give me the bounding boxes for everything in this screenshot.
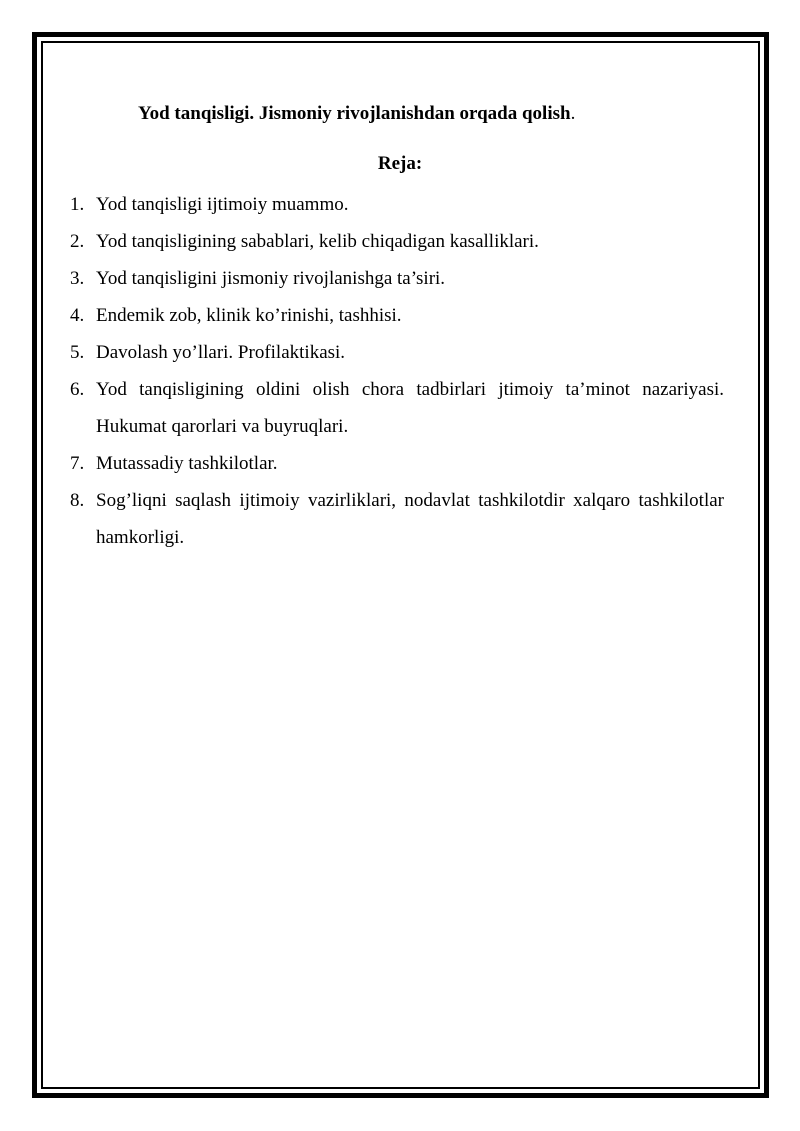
plan-item-text: Mutassadiy tashkilotlar. [96,453,278,474]
plan-item-number: 3. [70,268,85,289]
plan-item-6 [70,371,724,445]
plan-item-number: 2. [70,231,85,252]
plan-item-number: 7. [70,453,85,474]
plan-item-8 [70,482,724,556]
plan-item-text: Davolash yo’llari. Profilaktikasi. [96,342,346,363]
plan-list [70,186,724,556]
page-title-text: Yod tanqisligi. Jismoniy rivojlanishdan orqada qolish [138,103,571,124]
plan-item-number: 6. [70,379,85,400]
plan-item-number: 5. [70,342,85,363]
plan-item-3 [70,260,724,297]
plan-item-text: Yod tanqisligining oldini olish chora tadbirlari jtimoiy ta’minot nazariyasi. Hukumat qarorlari va buyruqlari. [96,379,724,437]
plan-item-text: Endemik zob, klinik ko’rinishi, tashhisi. [96,305,402,326]
plan-item-text: Yod tanqisligi ijtimoiy muammo. [96,194,349,215]
plan-item-number: 1. [70,194,85,215]
plan-item-2 [70,223,724,260]
plan-heading: Reja: [377,153,423,174]
plan-item-1 [70,186,724,223]
plan-item-text: Sog’liqni saqlash ijtimoiy vazirliklari, nodavlat tashkilotdir xalqaro tashkilotlar hamkorligi. [96,490,724,548]
page-title-period: . [570,103,576,124]
plan-item-number: 4. [70,305,85,326]
plan-item-text: Yod tanqisligini jismoniy rivojlanishga ta’siri. [96,268,446,289]
plan-item-number: 8. [70,490,85,511]
plan-item-7 [70,445,724,482]
plan-item-5 [70,334,724,371]
plan-item-4 [70,297,724,334]
page-title [138,102,575,126]
plan-item-text: Yod tanqisligining sabablari, kelib chiqadigan kasalliklari. [96,231,539,252]
